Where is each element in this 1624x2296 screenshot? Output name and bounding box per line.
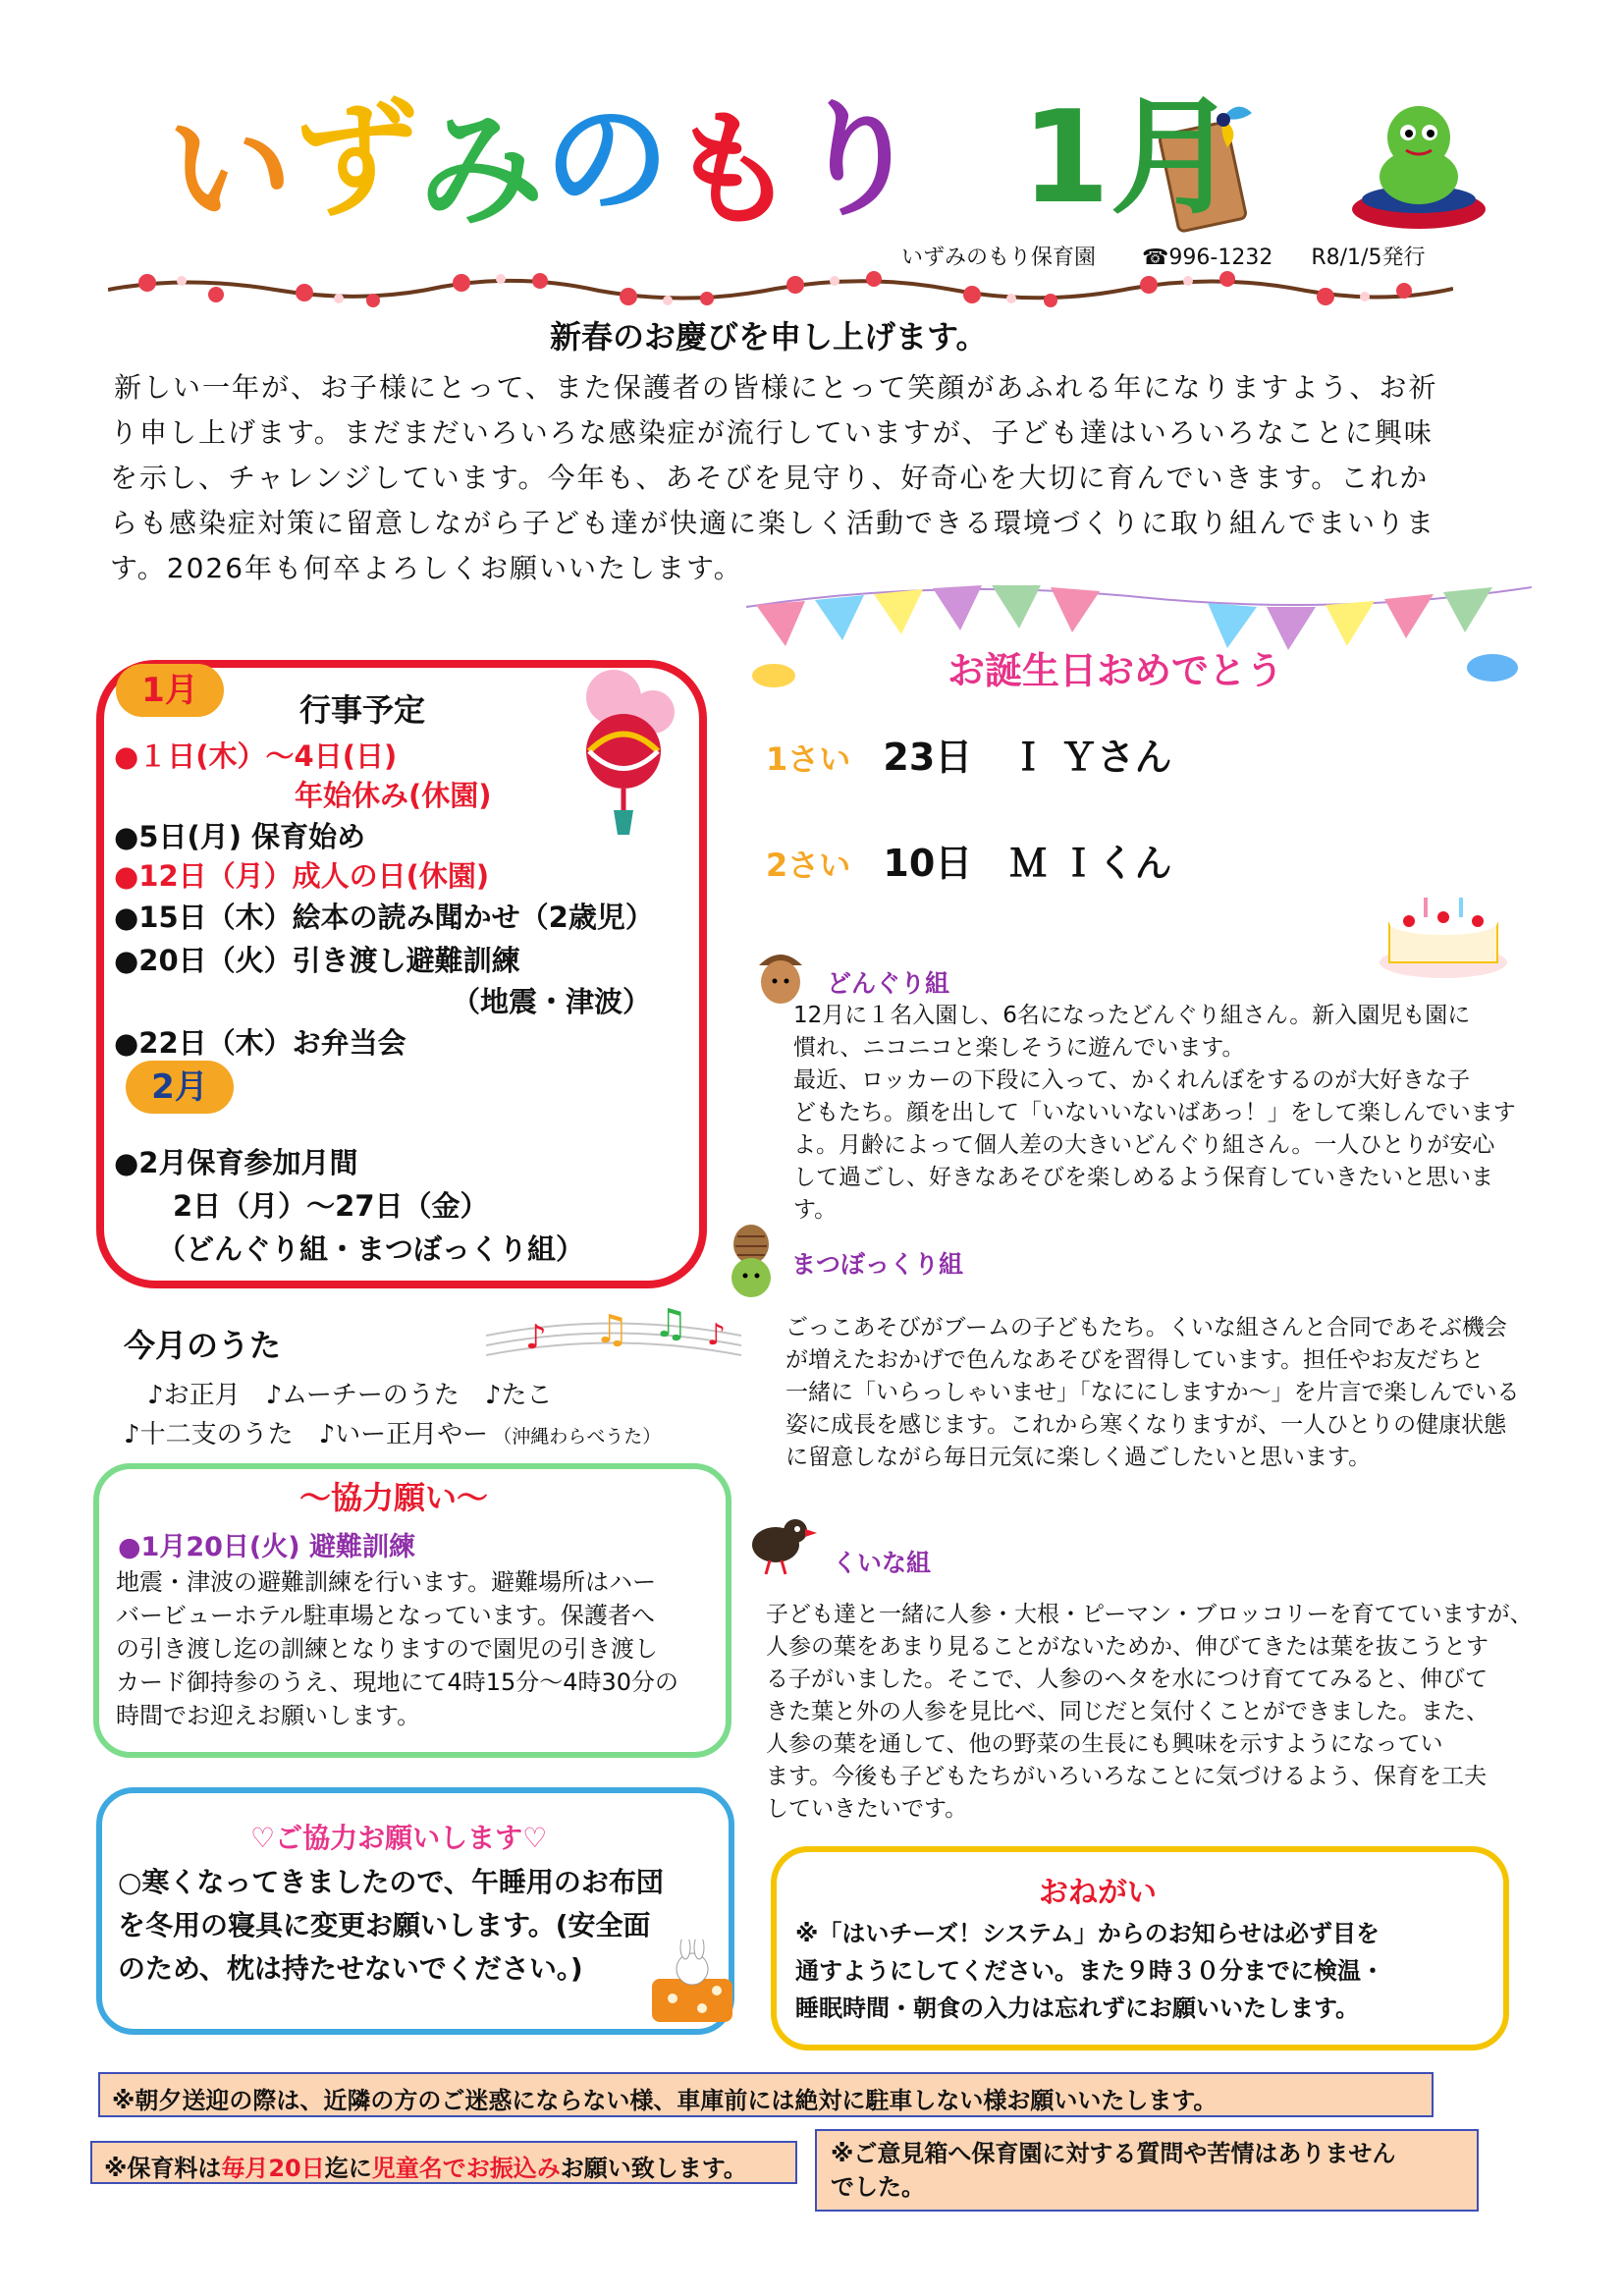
onegai-body [795, 1915, 1502, 2027]
schedule-item: （地震・津波） [452, 985, 652, 1018]
class-line: が増えたおかげで色んなあそびを習得しています。担任やお友だちと [785, 1347, 1485, 1373]
issue-date: R8/1/5発行 [1311, 246, 1426, 270]
opinion-box-note [815, 2129, 1479, 2212]
class-line: どもたち。顔を出して「いないいないばあっ！」をして楽しんでいます [793, 1100, 1516, 1125]
songs-line: ♪お正月 ♪ムーチーのうた ♪たこ [147, 1381, 553, 1410]
svg-text:♪: ♪ [525, 1318, 547, 1357]
month-badge-jan [116, 664, 224, 717]
cooperation-title: ～協力願い～ [299, 1479, 489, 1516]
futon-line: のため、枕は持たせないでください。) [118, 1952, 583, 1985]
birthday-age: 2さい [766, 847, 851, 884]
birthday-name: 23日 Ｉ Ｙさん [883, 736, 1172, 779]
cooperation-line: 地震・津波の避難訓練を行います。避難場所はハー [116, 1568, 657, 1596]
schedule-item: ●15日（木）絵本の読み聞かせ（2歳児） [114, 901, 654, 934]
month-badge-feb-label: 2月 [151, 1067, 208, 1107]
class-body-donguri [793, 1000, 1520, 1227]
cooperation-line: バービューホテル駐車場となっています。保護者へ [116, 1602, 655, 1629]
schedule-item: ●１日(木）～4日(日) [114, 739, 398, 773]
opinion-line: でした。 [831, 2173, 925, 2201]
onegai-title: おねがい [1039, 1876, 1157, 1910]
greeting-line: を示し、チャレンジしています。今年も、あそびを見守り、好奇心を大切に育んでいきます。これか [110, 462, 1430, 494]
cooperation-line: カード御持参のうえ、現地にて4時15分～4時30分の [116, 1668, 679, 1696]
fee-highlight-date: 毎月20日 [221, 2155, 325, 2182]
fee-mid: 迄に [324, 2155, 372, 2182]
schedule-item: ●12日（月）成人の日(休園) [114, 859, 490, 893]
title-char-1: い [167, 97, 294, 244]
class-line: に留意しながら毎日元気に楽しく過ごしたいと思います。 [785, 1445, 1372, 1470]
class-body-kuina [766, 1599, 1532, 1826]
class-name-donguri: どんぐり組 [827, 969, 950, 998]
futon-title: ♡ご協力お願いします♡ [250, 1822, 548, 1854]
opinion-line: ※ご意見箱へ保育園に対する質問や苦情はありません [831, 2140, 1396, 2167]
birthday-row [766, 833, 1172, 887]
org-name: いずみのもり保育園 [901, 246, 1097, 270]
title-char-3: み [418, 97, 545, 244]
onegai-line: 通すようにしてください。また９時３０分までに検温・ [795, 1957, 1384, 1985]
class-line: る子がいました。そこで、人参のヘタを水につけ育ててみると、伸びて [766, 1667, 1489, 1692]
schedule-item: ●22日（木）お弁当会 [114, 1026, 406, 1060]
greeting-line: らも感染症対策に留意しながら子ども達が快適に楽しく活動できる環境づくりに取り組んでまいりま [110, 507, 1436, 539]
cooperation-body [116, 1565, 725, 1732]
feb-item: 2日（月）～27日（金） [173, 1189, 489, 1223]
birthday-row [766, 727, 1172, 781]
songs-line2: ♪十二支のうた ♪いー正月やー [124, 1420, 489, 1449]
fee-prefix: ※保育料は [104, 2155, 222, 2182]
birthday-age: 1さい [766, 740, 851, 778]
title-char-2: ず [293, 87, 419, 234]
onegai-line: 睡眠時間・朝食の入力は忘れずにお願いいたします。 [795, 1995, 1360, 2022]
class-name-matsubokkuri: まつぼっくり組 [791, 1250, 964, 1279]
schedule-item: ●20日（火）引き渡し避難訓練 [114, 944, 520, 977]
class-line: よ。月齢によって個人差の大きいどんぐり組さん。一人ひとりが安心 [793, 1132, 1495, 1158]
class-line: していきたいです。 [766, 1796, 968, 1822]
greeting-body [110, 365, 1504, 591]
pinecone-icon [722, 1223, 781, 1301]
greeting-line: す。2026年も何卒よろしくお願いいたします。 [110, 552, 743, 584]
schedule-item: ●5日(月) 保育始め [114, 820, 366, 853]
fee-suffix: お願い致します。 [560, 2155, 747, 2182]
svg-text:♪: ♪ [707, 1318, 727, 1352]
music-notes-icon [486, 1301, 741, 1370]
acorn-icon [751, 938, 810, 1007]
title-char-6: り [795, 87, 922, 234]
month-badge-feb [126, 1061, 234, 1114]
class-line: きた葉と外の人参を見比べ、同じだと気付くことができました。また、 [766, 1699, 1489, 1724]
fee-highlight-name: 児童名でお振込み [371, 2155, 561, 2182]
class-line: 人参の葉を通して、他の野菜の生長にも興味を示すようになってい [766, 1731, 1443, 1757]
songs-line [124, 1414, 661, 1450]
class-line: 慣れ、ニコニコと楽しそうに遊んでいます。 [793, 1035, 1245, 1061]
class-line: 人参の葉をあまり見ることがないためか、伸びてきたは葉を抜こうとす [766, 1634, 1489, 1660]
schedule-title: 行事予定 [299, 691, 426, 729]
plum-blossom-garland-icon [108, 265, 1453, 314]
futon-line: ○寒くなってきましたので、午睡用のお布団 [118, 1866, 664, 1898]
title-char-4: の [544, 87, 671, 234]
fee-note [90, 2141, 797, 2184]
class-line: 子ども達と一緒に人参・大根・ピーマン・ブロッコリーを育てていますが、 [766, 1602, 1533, 1627]
futon-body [118, 1861, 707, 1991]
birthday-name: 10日 Ｍ Ｉくん [883, 842, 1172, 885]
class-line: 一緒に「いらっしゃいませ」「なににしますか～」を片言で楽しんでいる [785, 1380, 1520, 1405]
class-line: 姿に成長を感じます。これから寒くなりますが、一人ひとりの健康状態 [785, 1412, 1507, 1438]
class-line: ます。今後も子どもたちがいろいろなことに気づけるよう、保育を工夫 [766, 1764, 1488, 1789]
cooperation-line: の引き渡し迄の訓練となりますので園児の引き渡し [116, 1635, 658, 1663]
futon-line: を冬用の寝具に変更お願いします。(安全面 [118, 1909, 651, 1941]
title-char-5: も [670, 97, 796, 244]
songs-title: 今月のうた [124, 1327, 282, 1364]
rabbit-futon-icon [648, 1940, 736, 2028]
class-line: して過ごし、好きなあそびを楽しめるよう保育していきたいと思いま [793, 1165, 1493, 1190]
birthday-title: お誕生日おめでとう [947, 649, 1284, 692]
snake-mascot-icon [1345, 93, 1492, 231]
schedule-item: 年始休み(休園) [295, 779, 492, 812]
temari-ball-icon [565, 658, 682, 835]
phone-number: ☎996-1232 [1142, 246, 1273, 270]
class-line: 最近、ロッカーの下段に入って、かくれんぼをするのが大好きな子 [793, 1067, 1471, 1093]
cooperation-line: 時間でお迎えお願いします。 [116, 1702, 421, 1729]
class-line: す。 [793, 1197, 838, 1223]
month-badge-jan-label: 1月 [141, 671, 198, 710]
onegai-line: ※「はいチーズ！システム」からのお知らせは必ず目を [795, 1920, 1380, 1947]
greeting-title: 新春のお慶びを申し上げます。 [550, 318, 988, 355]
greeting-line: り申し上げます。まだまだいろいろな感染症が流行していますが、子ども達はいろいろなことに興味 [110, 416, 1434, 449]
month-label: 1月 [1021, 82, 1238, 232]
greeting-line: 新しい一年が、お子様にとって、また保護者の皆様にとって笑顔があふれる年になりますよう、お祈 [114, 371, 1438, 404]
class-line: ごっこあそびがブームの子どもたち。くいな組さんと合同であそぶ機会 [785, 1315, 1507, 1340]
songs-line2-note: （沖縄わらべうた） [493, 1426, 662, 1448]
feb-item: （どんぐり組・まつぼっくり組） [157, 1232, 585, 1266]
class-name-kuina: くいな組 [833, 1549, 932, 1577]
feb-item: ●2月保育参加月間 [114, 1146, 358, 1179]
parking-note: ※朝夕送迎の際は、近隣の方のご迷惑にならない様、車庫前には絶対に駐車しない様お願いいたします。 [98, 2072, 1434, 2117]
birthday-cake-icon [1375, 884, 1512, 982]
class-line: 12月に１名入園し、6名になったどんぐり組さん。新入園児も園に [793, 1003, 1471, 1028]
svg-text:♫: ♫ [653, 1301, 688, 1346]
svg-text:♫: ♫ [594, 1307, 629, 1352]
newsletter-title [167, 87, 922, 246]
cooperation-subtitle: ●1月20日(火) 避難訓練 [118, 1532, 415, 1562]
class-body-matsubokkuri [785, 1312, 1532, 1474]
kuina-bird-icon [738, 1507, 817, 1576]
